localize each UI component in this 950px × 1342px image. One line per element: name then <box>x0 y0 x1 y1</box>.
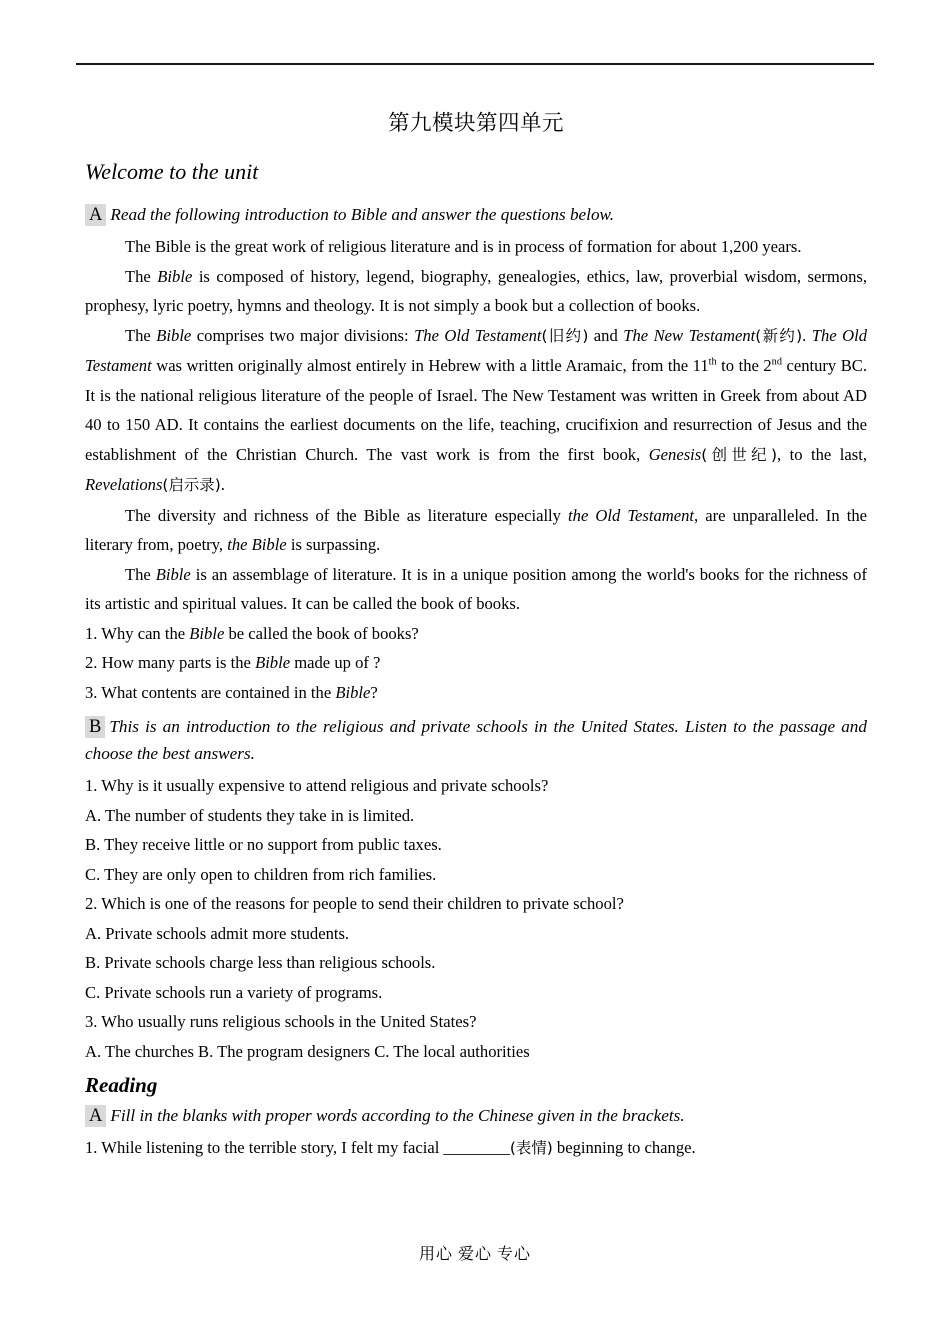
reading-item-1-post: beginning to change. <box>552 1138 696 1157</box>
p3-revelations-chinese: (启示录) <box>162 476 221 494</box>
listening-question-3: 3. Who usually runs religious schools in the United States? <box>85 1012 477 1031</box>
q3-tail: ? <box>370 682 378 702</box>
paragraph-2 <box>85 262 867 321</box>
reading-item-1-chinese: (表情) <box>509 1139 553 1157</box>
listening-q1-option-a: A. The number of students they take in is limited. <box>85 805 415 825</box>
listening-q2-option-b: B. Private schools charge less than religious schools. <box>85 953 436 972</box>
task-marker-a: A <box>85 204 106 226</box>
p2-part-b: is composed of history, legend, biography, genealogies, ethics, law, proverbial wisdom, sermons, prophesy, lyric poetry, hymns and theology. It is not simply a book but a collection of books. <box>85 266 867 315</box>
p3-bible: Bible <box>156 325 192 345</box>
p3-superscript-nd: nd <box>771 356 782 368</box>
task-a-welcome <box>85 201 867 228</box>
q2-bible: Bible <box>255 653 291 672</box>
q1-tail: be called the book of books? <box>224 623 419 643</box>
listening-question-2: 2. Which is one of the reasons for people to send their children to private school? <box>85 894 624 913</box>
listening-q2-option-a: A. Private schools admit more students. <box>85 923 350 943</box>
q1-lead: 1. Why can the <box>85 623 190 643</box>
q3-bible: Bible <box>335 682 371 702</box>
paragraph-1 <box>85 232 867 262</box>
reading-item-1 <box>85 1133 867 1164</box>
paragraph-4 <box>85 501 867 560</box>
listening-question-1: 1. Why is it usually expensive to attend religious and private schools? <box>85 776 549 795</box>
listening-q1-option-c: C. They are only open to children from rich families. <box>85 864 437 884</box>
page-footer: 用心 爱心 专心 <box>418 1246 531 1263</box>
reading-task-marker-a: A <box>85 1105 106 1127</box>
p2-bible: Bible <box>157 266 193 286</box>
p3-a: The <box>125 325 157 345</box>
p3-f: to the 2 <box>716 356 772 375</box>
task-a-reading <box>85 1102 867 1129</box>
reading-item-1-pre: 1. While listening to the terrible story, I felt my facial <box>85 1138 444 1157</box>
listening-q3-options: A. The churches B. The program designers C. The local authorities <box>85 1041 530 1061</box>
q2-lead: 2. How many parts is the <box>85 653 256 672</box>
section-heading-reading: Reading <box>85 1073 158 1097</box>
p5-a: The <box>125 564 156 584</box>
p5-b: is an assemblage of literature. It is in a unique position among the world's books for the richness of its artistic and spiritual values. It can be called the book of books. <box>85 564 867 613</box>
p3-new-testament: The New Testament <box>623 325 756 345</box>
task-b-welcome <box>85 713 867 767</box>
header-rule <box>76 63 874 65</box>
p3-genesis-chinese: (创世纪) <box>701 445 777 464</box>
p3-old-testament: The Old Testament <box>414 325 542 345</box>
q3-lead: 3. What contents are contained in the <box>85 682 336 702</box>
p3-old-testament-chinese: (旧约) <box>541 326 589 345</box>
p3-genesis: Genesis <box>648 444 702 464</box>
p4-c: is surpassing. <box>286 535 381 554</box>
q2-tail: made up of ? <box>290 653 381 672</box>
paragraph-5 <box>85 560 867 619</box>
p3-new-testament-chinese: (新约) <box>755 326 803 345</box>
task-a-instruction: Read the following introduction to Bible and answer the questions below. <box>110 205 615 224</box>
p3-i: . <box>220 475 225 494</box>
listening-q1-option-b: B. They receive little or no support from public taxes. <box>85 835 442 854</box>
reading-item-1-blank[interactable]: ________ <box>443 1138 510 1157</box>
page-title: 第九模块第四单元 <box>387 111 564 135</box>
p3-e: was written originally almost entirely in Hebrew with a little Aramaic, from the 11 <box>151 356 709 375</box>
paragraph-1-text: The Bible is the great work of religious literature and is in process of formation for about 1,200 years. <box>125 237 802 256</box>
p3-b: comprises two major divisions: <box>191 325 415 345</box>
p3-d: . <box>802 325 812 345</box>
p4-old-testament: the Old Testament <box>568 505 695 525</box>
p5-bible: Bible <box>155 564 191 584</box>
reading-task-a-instruction: Fill in the blanks with proper words according to the Chinese given in the brackets. <box>110 1106 685 1125</box>
section-heading-welcome: Welcome to the unit <box>85 159 259 184</box>
q1-bible: Bible <box>189 623 225 643</box>
paragraph-3 <box>85 321 867 501</box>
comprehension-question-3 <box>85 678 867 708</box>
p4-the-bible: the Bible <box>227 535 287 554</box>
comprehension-question-2 <box>85 648 867 678</box>
task-b-instruction: This is an introduction to the religious and private schools in the United States. Listen to the passage and choose the best answers. <box>85 717 867 763</box>
p2-part-a: The <box>125 266 158 286</box>
p4-a: The diversity and richness of the Bible as literature especially <box>125 505 569 525</box>
p3-old-testament-2: The Old Testament <box>85 325 867 375</box>
p3-superscript-th: th <box>708 356 717 368</box>
p3-revelations: Revelations <box>85 475 163 494</box>
listening-q2-option-c: C. Private schools run a variety of programs. <box>85 982 383 1002</box>
task-marker-b: B <box>85 716 105 738</box>
p3-g: century BC. It is the national religious literature of the people of Israel. The New Testament was written in Greek from about AD 40 to 150 AD. It contains the earliest documents on the life, teaching, crucifixion and resurrection of Jesus and the establishment of the Christian Church. The vast work is from the first book, <box>85 356 868 464</box>
p4-b: , are unparalleled. In the literary from, poetry, <box>85 505 867 554</box>
p3-h: , to the last, <box>776 444 867 464</box>
document-content <box>85 108 867 1164</box>
comprehension-question-1 <box>85 619 867 649</box>
p3-c: and <box>588 325 624 345</box>
